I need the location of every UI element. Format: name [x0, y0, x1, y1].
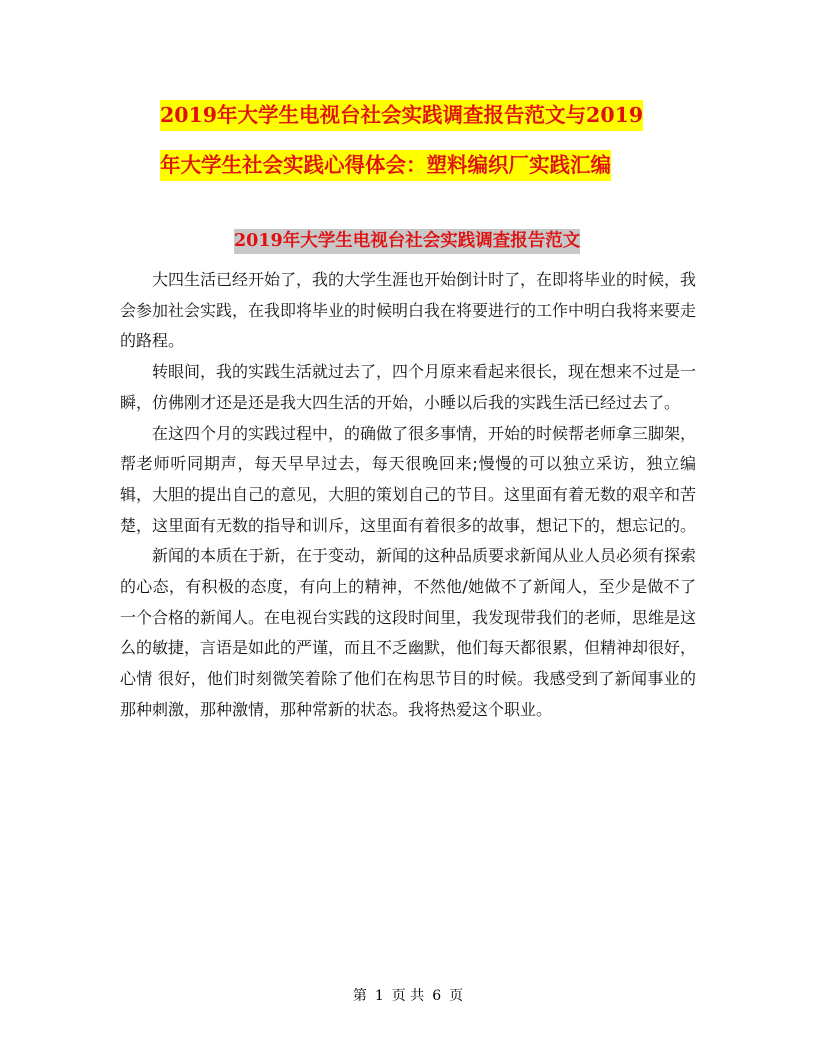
title-line-1: [160, 90, 700, 140]
title-line-2-text: 年大学生社会实践心得体会：塑料编织厂实践汇编: [160, 150, 611, 181]
page-footer: [0, 985, 816, 1005]
paragraph-2: 转眼间，我的实践生活就过去了，四个月原来看起来很长，现在想来不过是一瞬，仿佛刚才还是还是我大四生活的开始，小睡以后我的实践生活已经过去了。: [120, 362, 697, 412]
section-heading-text: 2019年大学生电视台社会实践调查报告范文: [234, 229, 580, 254]
title-line-1-text: 2019年大学生电视台社会实践调查报告范文与2019: [160, 100, 643, 131]
paragraph-1: 大四生活已经开始了，我的大学生涯也开始倒计时了，在即将毕业的时候，我会参加社会实践，在我即将毕业的时候明白我在将要进行的工作中明白我将来要走的路程。: [120, 270, 697, 351]
footer-current-page: 1: [374, 988, 384, 1004]
footer-total-pages: 6: [432, 988, 442, 1004]
paragraph-4: 新闻的本质在于新，在于变动，新闻的这种品质要求新闻从业人员必须有探索的心态，有积极的态度，有向上的精神，不然他/她做不了新闻人，至少是做不了一个合格的新闻人。在电视台实践的这段时间里，我发现带我们的老师，思维是这么的敏捷，言语是如此的严谨，而且不乏幽默，他们每天都很累，但精神却很好，心情 很好，他们时刻微笑着除了他们在构思节目的时候。我感受到了新闻事业的那种刺激，那种激情，那种常新的状态。我将热爱这个职业。: [120, 546, 697, 719]
title-line-2: [160, 140, 700, 190]
paragraph-3: 在这四个月的实践过程中，的确做了很多事情，开始的时候帮老师拿三脚架，帮老师听同期声，每天早早过去，每天很晚回来;慢慢的可以独立采访，独立编辑，大胆的提出自己的意见，大胆的策划自己的节目。这里面有着无数的艰辛和苦楚，这里面有无数的指导和训斥，这里面有着很多的故事，想记下的，想忘记的。: [120, 423, 697, 535]
footer-label-end: 页: [449, 988, 464, 1004]
footer-label-page: 第: [352, 988, 367, 1004]
document-title: [160, 90, 700, 190]
section-heading: [234, 228, 580, 254]
body-text: [120, 265, 696, 726]
footer-label-of: 页 共: [391, 988, 425, 1004]
